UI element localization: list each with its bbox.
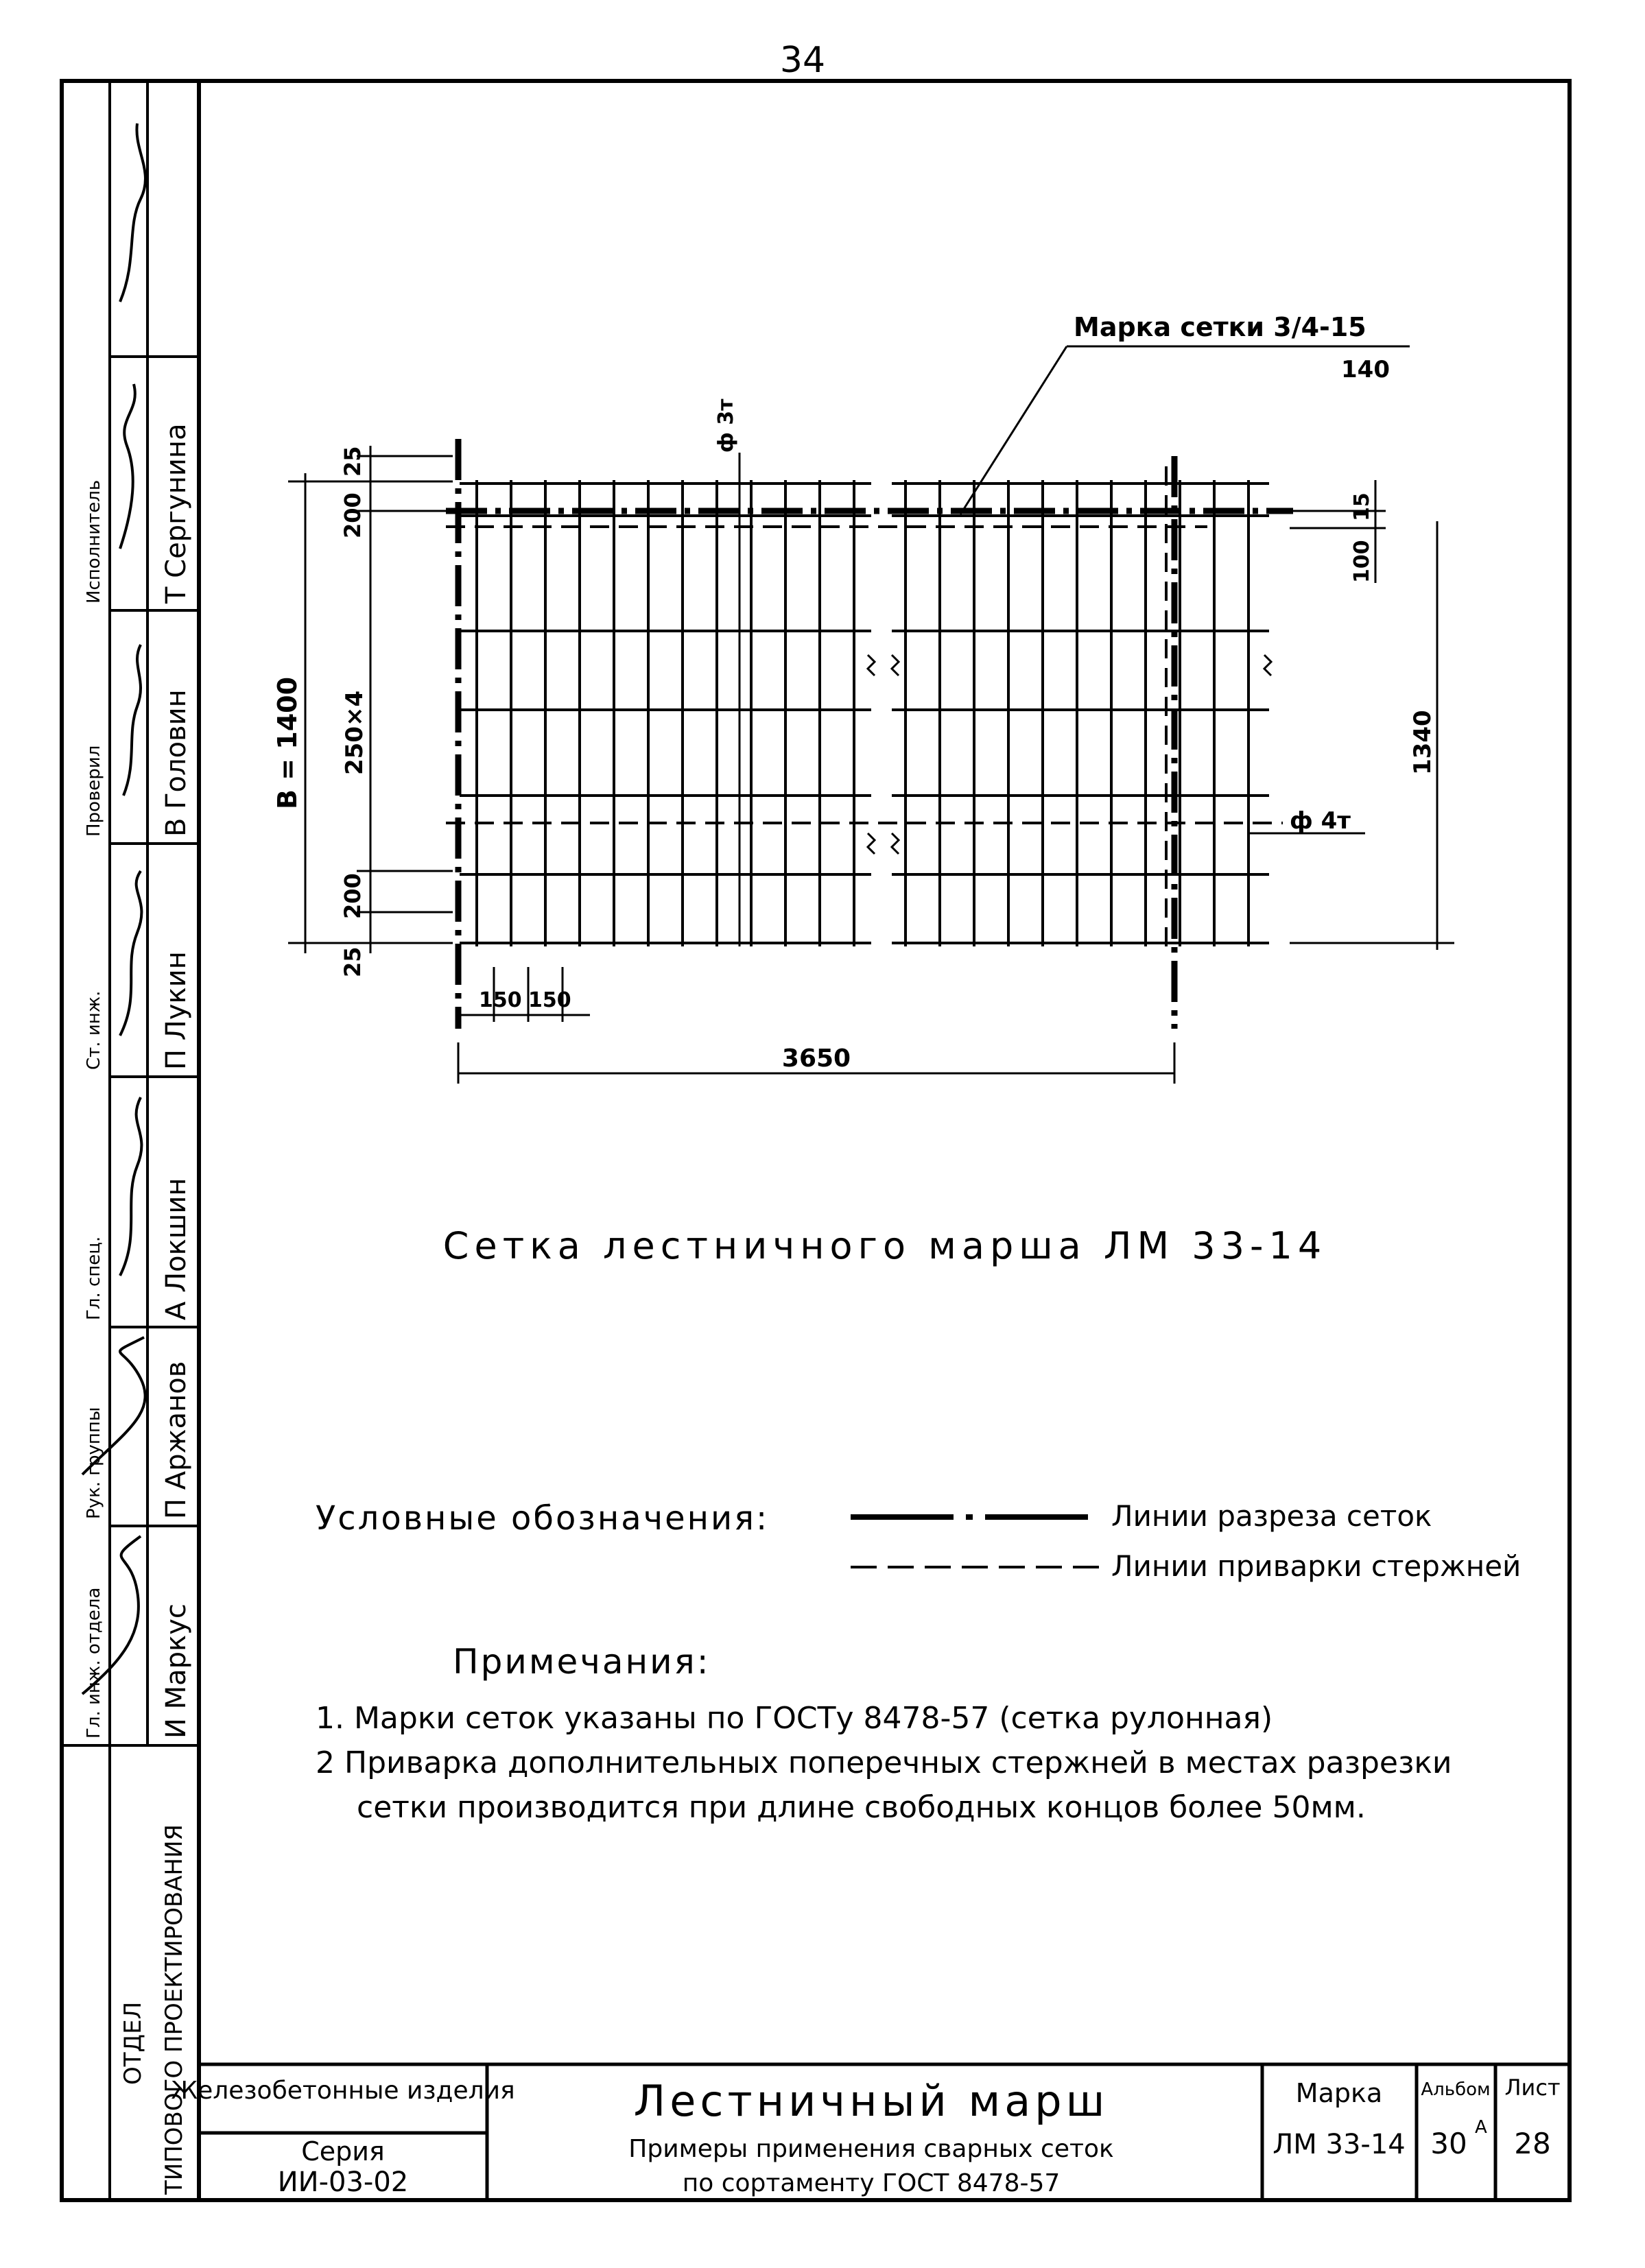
strip-role-1: Гл. инж. отдела [84,1587,104,1739]
strip-department-1: ОТДЕЛ [119,2001,147,2085]
dim-right-100: 100 [1350,540,1374,583]
dim-right-1340: 1340 [1409,710,1436,775]
tb-mark-value: ЛМ 33-14 [1273,2129,1406,2160]
tb-subtitle-2: по сортаменту ГОСТ 8478-57 [682,2169,1061,2197]
note-line-1: 1. Марки сеток указаны по ГОСТу 8478-57 (сетка рулонная) [316,1701,1273,1736]
mesh-left-half [460,480,871,946]
mesh-drawing [272,312,1454,1084]
notes-title: Примечания: [453,1642,711,1682]
strip-name-sergunina: Т Сергунина [161,423,192,604]
tb-mark-header: Марка [1295,2078,1383,2108]
legend [316,1499,1521,1583]
dim-left-25-bottom: 25 [340,946,366,977]
strip-role-4: Ст. инж. [84,990,104,1070]
dim-bottom-150a: 150 [479,988,522,1012]
legend-label-cut: Линии разреза сеток [1111,1499,1432,1533]
rod-label-top: ф 3т [714,398,738,453]
mesh-mark-label: Марка сетки 3/4-15 [1074,312,1366,342]
tb-sheet-value: 28 [1514,2127,1551,2160]
title-block [171,2064,1570,2200]
mesh-right-half [892,480,1269,946]
drawing-title: Сетка лестничного марша ЛМ 33-14 [442,1224,1327,1267]
legend-label-weld: Линии приварки стержней [1111,1549,1522,1583]
strip-name-golovin: В Головин [161,689,192,837]
dims-left [288,446,453,953]
signature-strip [62,123,199,2195]
tb-series-code: ИИ-03-02 [277,2166,409,2198]
dim-bottom-3650: 3650 [781,1045,851,1073]
mesh-mark-sub: 140 [1341,356,1390,383]
tb-album-value: 30 [1430,2127,1467,2160]
strip-role-3: Гл. спец. [84,1236,104,1320]
strip-name-lukin: П Лукин [161,951,192,1070]
tb-product: Железобетонные изделия [171,2077,515,2105]
dim-overall-B: В = 1400 [272,676,303,809]
strip-role-5: Проверил [84,745,104,837]
tb-sheet-header: Лист [1504,2075,1561,2101]
page-number: 34 [779,40,826,81]
notes [316,1642,1452,1825]
dim-left-200-top: 200 [340,492,366,538]
strip-department-2: ТИПОВОГО ПРОЕКТИРОВАНИЯ [161,1824,188,2195]
tb-album-header: Альбом [1421,2079,1491,2100]
strip-name-lokshin: А Локшин [161,1178,192,1320]
dim-left-25-top: 25 [340,446,366,477]
rod-label-right: ф 4т [1290,807,1351,835]
tb-title: Лестничный марш [633,2076,1109,2126]
note-line-2: 2 Приварка дополнительных поперечных стержней в местах разрезки [316,1745,1452,1780]
strip-role-2: Рук. группы [84,1407,104,1519]
tb-album-suffix: А [1475,2117,1487,2138]
strip-name-arzhanov: П Аржанов [161,1361,192,1519]
sheet-frame [62,81,1570,2200]
dim-left-200-bottom: 200 [340,873,366,919]
dim-bottom-150b: 150 [528,988,571,1012]
tb-subtitle-1: Примеры применения сварных сеток [628,2135,1114,2163]
tb-series-label: Серия [301,2136,385,2166]
dim-left-250x4: 250×4 [341,690,368,775]
dim-right-15: 15 [1350,492,1374,521]
strip-role-6: Исполнитель [84,479,104,604]
legend-title: Условные обозначения: [316,1499,770,1538]
strip-name-markus: И Маркус [161,1603,192,1739]
note-line-3: сетки производится при длине свободных концов более 50мм. [357,1790,1366,1825]
